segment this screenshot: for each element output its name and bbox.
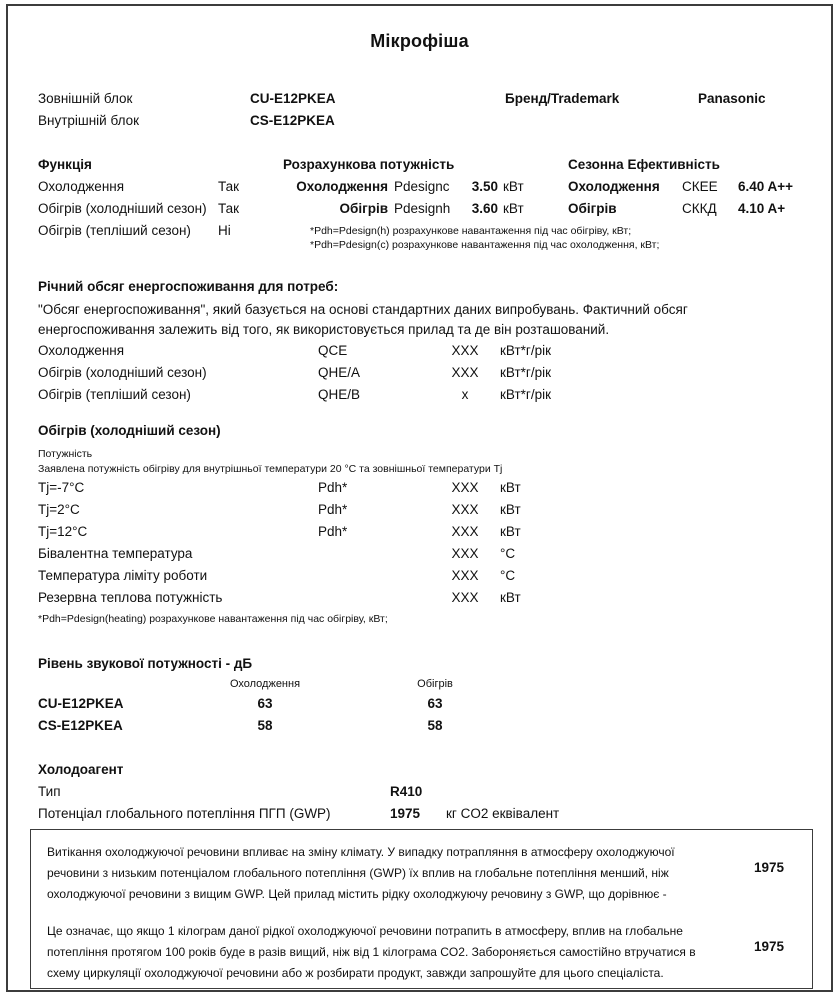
heating-label: Tj=2°C: [38, 502, 80, 517]
heating-value: XXX: [451, 502, 479, 517]
function-label: Обігрів (холодніший сезон): [38, 201, 207, 216]
footnote: *Pdh=Pdesign(h) розрахункове навантаження під час обігріву, кВт;: [310, 225, 632, 237]
heating-unit: °C: [500, 546, 516, 561]
gwp-notice-text: Це означає, що якщо 1 кілограм даної рідкої охолоджуючої речовини потрапить в атмосферу, вплив на глобальне потепління протягом 100 років буде в разів вищий, ніж від 1 кілограма CO2. Забороняється самостійно втручатися в схему циркуляції охолоджуючої речовини або ж розбирати продукт, завжди запрошуйте для цього спеціаліста.: [47, 924, 696, 980]
annual-consumption-title: Річний обсяг енергоспоживання для потреб:: [38, 279, 339, 294]
table-row: [38, 587, 801, 609]
consumption-label: Охолодження: [38, 343, 125, 358]
sound-power-col-heating: Обігрів: [417, 678, 453, 690]
table-row: [38, 477, 801, 499]
microfiche-document: [6, 4, 833, 992]
refrigerant-type-value: R410: [390, 784, 423, 799]
table-row: [38, 499, 801, 521]
heating-symbol: Pdh*: [318, 480, 348, 495]
design-load-symbol: Pdesignh: [394, 201, 451, 216]
page-title: Мікрофіша: [370, 31, 469, 51]
design-load-unit: кВт: [503, 179, 524, 194]
table-row: [38, 543, 801, 565]
heating-label: Tj=12°C: [38, 524, 88, 539]
consumption-label: Обігрів (тепліший сезон): [38, 387, 191, 402]
heating-unit: кВт: [500, 480, 521, 495]
heating-value: XXX: [451, 590, 479, 605]
consumption-unit: кВт*г/рік: [500, 387, 551, 402]
heating-capacity-label: Потужність: [38, 448, 93, 460]
heating-value: XXX: [451, 568, 479, 583]
seasonal-efficiency-section: [568, 154, 801, 220]
heating-value: XXX: [451, 524, 479, 539]
consumption-value: x: [461, 387, 469, 402]
design-load-value: 3.60: [471, 201, 498, 216]
heating-symbol: Pdh*: [318, 524, 348, 539]
sound-power-model: CS-E12PKEA: [38, 718, 123, 733]
function-label: Охолодження: [38, 179, 125, 194]
design-load-title: Розрахункова потужність: [283, 157, 455, 172]
gwp-notice-paragraph-2: [47, 921, 798, 984]
design-load-footnotes: [310, 224, 660, 252]
heating-unit: °C: [500, 568, 516, 583]
annual-consumption-description: "Обсяг енергоспоживання", який базується на основі стандартних даних випробувань. Фактичний обсяг енергоспоживання залежить від того, як використовується прилад та де він розташований.: [38, 302, 688, 337]
function-value: Ні: [218, 223, 231, 238]
brand-value: Panasonic: [698, 91, 766, 106]
table-row: [568, 176, 801, 198]
consumption-unit: кВт*г/рік: [500, 343, 551, 358]
seasonal-efficiency-title: Сезонна Ефективність: [568, 157, 720, 172]
refrigerant-gwp-unit: кг CO2 еквівалент: [446, 806, 560, 821]
heating-label: Tj=-7°C: [38, 480, 85, 495]
sound-power-col-cooling: Охолодження: [229, 678, 301, 690]
heating-value: XXX: [451, 480, 479, 495]
sound-power-model: CU-E12PKEA: [38, 696, 124, 711]
spacer: [38, 675, 180, 693]
sound-power-heating-value: 63: [427, 696, 443, 711]
function-value: Так: [218, 179, 240, 194]
unit-header: [38, 88, 801, 132]
table-row: [38, 384, 801, 406]
heating-symbol: [318, 543, 430, 565]
table-row: [38, 781, 801, 803]
refrigerant-type-label: Тип: [38, 784, 61, 799]
heating-footnote: *Pdh=Pdesign(heating) розрахункове навантаження під час обігріву, кВт;: [38, 613, 388, 625]
design-load-unit: кВт: [503, 201, 524, 216]
sound-power-cooling-value: 63: [257, 696, 273, 711]
footnote: *Pdh=Pdesign(c) розрахункове навантаження під час охолодження, кВт;: [310, 239, 660, 251]
heating-symbol: [318, 587, 430, 609]
refrigerant-gwp-value: 1975: [390, 806, 421, 821]
heating-label: Бівалентна температура: [38, 546, 193, 561]
function-title: Функція: [38, 157, 92, 172]
sound-power-cooling-value: 58: [257, 718, 273, 733]
table-row: [38, 803, 801, 825]
heating-colder-title: Обігрів (холодніший сезон): [38, 423, 221, 438]
function-value: Так: [218, 201, 240, 216]
design-load-label: Охолодження: [296, 179, 388, 194]
heating-unit: кВт: [500, 502, 521, 517]
heating-value: XXX: [451, 546, 479, 561]
table-row: [283, 198, 568, 220]
consumption-unit: кВт*г/рік: [500, 365, 551, 380]
heating-unit: кВт: [500, 524, 521, 539]
consumption-value: XXX: [451, 365, 479, 380]
gwp-notice-box: [30, 829, 813, 989]
table-row: [283, 176, 568, 198]
heating-declared-note: Заявлена потужність обігріву для внутрішньої температури 20 °C та зовнішньої температури Tj: [38, 463, 503, 475]
efficiency-symbol: СКЕЕ: [682, 179, 718, 194]
table-row: [38, 362, 801, 384]
heating-symbol: [318, 565, 430, 587]
refrigerant-gwp-label: Потенціал глобального потепління ПГП (GWP): [38, 806, 331, 821]
refrigerant-title: Холодоагент: [38, 762, 124, 777]
efficiency-symbol: СККД: [682, 201, 717, 216]
efficiency-value: 6.40 A++: [738, 179, 794, 194]
heating-label: Температура ліміту роботи: [38, 568, 208, 583]
annual-consumption-section: [38, 276, 801, 406]
table-row: [38, 565, 801, 587]
heating-label: Резервна теплова потужність: [38, 590, 223, 605]
table-row: [38, 176, 283, 198]
efficiency-label: Обігрів: [568, 201, 617, 216]
indoor-unit-row: [38, 110, 801, 132]
table-row: [38, 693, 801, 715]
table-row: [38, 198, 283, 220]
function-section: [38, 154, 283, 242]
heating-unit: кВт: [500, 590, 521, 605]
outdoor-unit-row: [38, 88, 801, 110]
heating-symbol: Pdh*: [318, 502, 348, 517]
consumption-symbol: QCE: [318, 343, 348, 358]
table-row: [38, 521, 801, 543]
design-load-value: 3.50: [471, 179, 498, 194]
consumption-value: XXX: [451, 343, 479, 358]
table-row: [38, 220, 283, 242]
consumption-symbol: QHE/B: [318, 387, 361, 402]
gwp-notice-value: 1975: [754, 939, 785, 954]
sound-power-section: [38, 653, 801, 737]
indoor-unit-value: CS-E12PKEA: [250, 113, 335, 128]
consumption-symbol: QHE/A: [318, 365, 361, 380]
sound-power-title: Рівень звукової потужності - дБ: [38, 656, 253, 671]
design-load-symbol: Pdesignc: [394, 179, 450, 194]
efficiency-value: 4.10 A+: [738, 201, 786, 216]
indoor-unit-label: Внутрішній блок: [38, 113, 140, 128]
top-columns: [38, 154, 801, 252]
design-load-label: Обігрів: [339, 201, 388, 216]
efficiency-label: Охолодження: [568, 179, 660, 194]
heating-colder-section: [38, 420, 801, 627]
brand-label: Бренд/Trademark: [505, 91, 620, 106]
gwp-notice-paragraph-1: [47, 842, 798, 905]
table-row: [568, 198, 801, 220]
table-row: [38, 715, 801, 737]
gwp-notice-value: 1975: [754, 860, 785, 875]
gwp-notice-text: Витікання охолоджуючої речовини впливає на зміну клімату. У випадку потрапляння в атмосферу охолоджуючої речовини з низьким потенціалом глобального потепління (GWP) їх вплив на глобальне потепління менший, ніж охолоджуючої речовини з вищим GWP. Цей прилад містить рідку охолоджуючу речовину з GWP, що дорівнює -: [47, 845, 675, 901]
sound-power-heating-value: 58: [427, 718, 443, 733]
refrigerant-section: [38, 759, 801, 825]
consumption-label: Обігрів (холодніший сезон): [38, 365, 207, 380]
sound-power-header-row: [38, 675, 801, 693]
function-label: Обігрів (тепліший сезон): [38, 223, 191, 238]
table-row: [38, 340, 801, 362]
outdoor-unit-label: Зовнішній блок: [38, 91, 133, 106]
outdoor-unit-value: CU-E12PKEA: [250, 91, 336, 106]
